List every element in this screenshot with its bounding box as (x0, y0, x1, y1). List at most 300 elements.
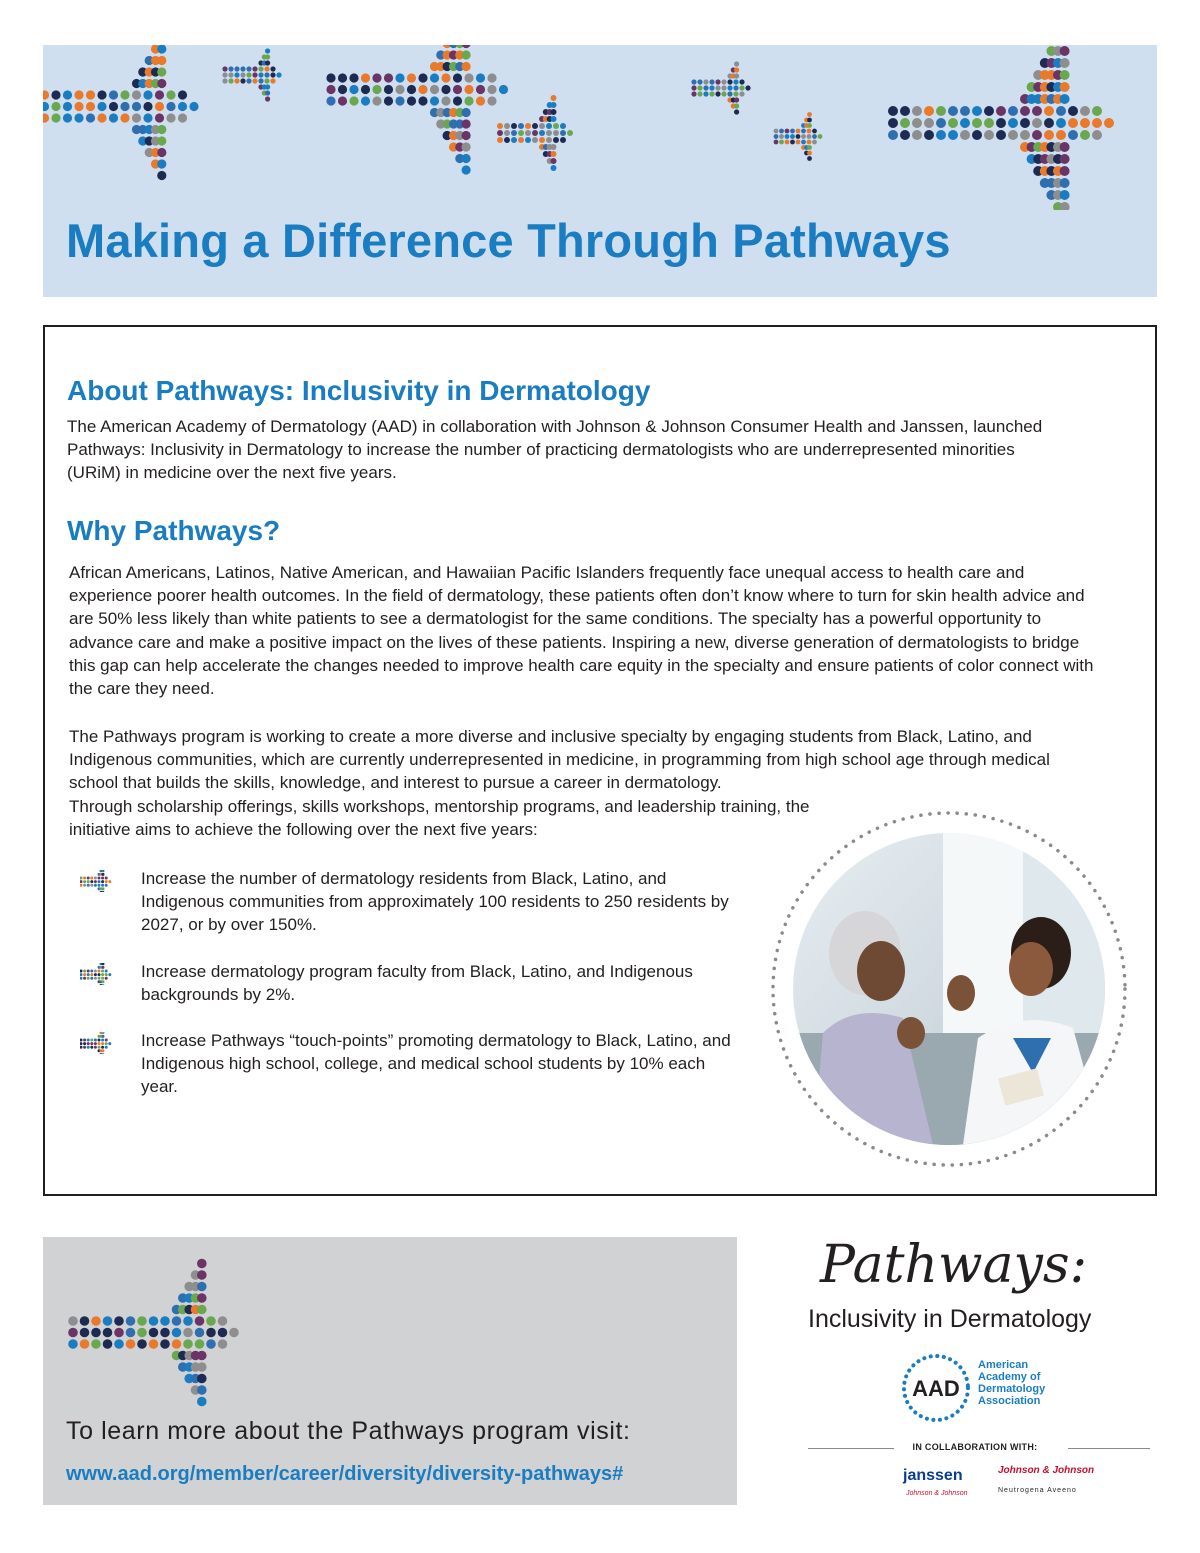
arrow-dot (1044, 106, 1054, 116)
arrow-dot (796, 134, 801, 139)
arrow-dot (546, 130, 552, 136)
arrow-dot (900, 118, 910, 128)
arrow-dot (349, 73, 358, 82)
arrow-dot (101, 976, 104, 979)
arrow-dot (195, 1316, 205, 1326)
arrow-dot (553, 137, 559, 143)
arrow-dot (91, 1339, 101, 1349)
arrow-dot (80, 877, 83, 880)
arrow-dot (114, 1316, 124, 1326)
arrow-dot (807, 123, 812, 128)
arrow-dot (94, 1042, 97, 1045)
arrow-dot (74, 113, 83, 122)
arrow-dot (1060, 70, 1070, 80)
arrow-dot (86, 102, 95, 111)
arrow-dot (90, 877, 93, 880)
arrow-dot (265, 54, 270, 59)
arrow-dot (912, 106, 922, 116)
arrow-dot (476, 85, 485, 94)
arrow-dot (87, 973, 90, 976)
arrow-dot (197, 1397, 207, 1407)
arrow-dot (94, 969, 97, 972)
arrow-dot (560, 123, 566, 129)
arrow-dot (1060, 166, 1070, 176)
arrow-dot (143, 102, 152, 111)
arrow-dot (546, 123, 552, 129)
arrow-dot (43, 102, 49, 111)
aad-name: American Academy of Dermatology Association (978, 1359, 1046, 1407)
arrow-dot (497, 123, 503, 129)
arrow-dot (785, 134, 790, 139)
arrow-dot (108, 973, 111, 976)
arrow-dot (94, 1046, 97, 1049)
arrow-dot (264, 78, 269, 83)
logo-tagline: Inclusivity in Dermatology (808, 1305, 1092, 1333)
why-heading: Why Pathways? (67, 515, 281, 546)
arrow-dot (172, 1316, 182, 1326)
arrow-dot (774, 140, 779, 145)
arrow-dot (183, 1328, 193, 1338)
arrow-dot (1060, 154, 1070, 164)
arrow-dot (745, 85, 750, 90)
arrow-dot (206, 1328, 216, 1338)
learn-more-text: To learn more about the Pathways program visit: (66, 1417, 631, 1445)
brand-block (800, 1225, 1160, 1525)
arrow-dot (984, 130, 994, 140)
arrow-dot (120, 90, 129, 99)
arrow-dot (270, 78, 275, 83)
arrow-dot (1044, 118, 1054, 128)
arrow-dot (68, 1339, 78, 1349)
arrow-dot (1008, 118, 1018, 128)
learn-more-panel (43, 1237, 737, 1505)
arrow-dot (105, 880, 108, 883)
arrow-dot (462, 62, 471, 71)
arrow-dot (407, 85, 416, 94)
arrow-dot (900, 130, 910, 140)
arrow-dot (94, 884, 97, 887)
arrow-dot (372, 85, 381, 94)
arrow-dot (87, 1039, 90, 1042)
arrow-dot (157, 171, 166, 180)
arrow-dot (691, 91, 696, 96)
pathways-link[interactable]: www.aad.org/member/career/diversity/diversity-pathways# (66, 1463, 624, 1485)
arrow-dot (888, 118, 898, 128)
arrow-dot (984, 118, 994, 128)
arrow-dot (103, 1316, 113, 1326)
arrow-dot (270, 72, 275, 77)
arrow-dot (101, 1042, 104, 1045)
arrow-dot (160, 1328, 170, 1338)
arrow-dot (1032, 130, 1042, 140)
arrow-dot (532, 137, 538, 143)
arrow-dot (361, 73, 370, 82)
arrow-dot (703, 79, 708, 84)
arrow-dot (87, 976, 90, 979)
arrow-dot (120, 113, 129, 122)
arrow-dot (721, 91, 726, 96)
arrow-dot (98, 884, 101, 887)
arrow-dot (539, 123, 545, 129)
arrow-dot (105, 1042, 108, 1045)
arrow-dot (441, 85, 450, 94)
arrow-dot (234, 66, 239, 71)
arrow-dot (206, 1316, 216, 1326)
arrow-dot (252, 72, 257, 77)
arrow-dot (228, 66, 233, 71)
arrow-dot (785, 140, 790, 145)
arrow-dot (270, 66, 275, 71)
arrow-dot (265, 60, 270, 65)
arrow-dot (222, 66, 227, 71)
arrow-dot (265, 90, 270, 95)
arrow-dot (1020, 118, 1030, 128)
arrow-dot (1080, 106, 1090, 116)
arrow-dot (155, 102, 164, 111)
arrow-dot (80, 969, 83, 972)
arrow-dot (189, 102, 198, 111)
arrow-dot (80, 1328, 90, 1338)
dotted-arrow-icon (80, 963, 124, 985)
arrow-dot (276, 72, 281, 77)
arrow-dot (349, 96, 358, 105)
arrow-dot (114, 1339, 124, 1349)
arrow-dot (697, 85, 702, 90)
arrow-dot (912, 130, 922, 140)
arrow-dot (361, 96, 370, 105)
arrow-dot (74, 102, 83, 111)
arrow-dot (1092, 106, 1102, 116)
arrow-dot (101, 884, 104, 887)
arrow-dot (1060, 94, 1070, 104)
arrow-dot (90, 1042, 93, 1045)
arrow-dot (246, 72, 251, 77)
arrow-dot (1068, 118, 1078, 128)
arrow-dot (1092, 130, 1102, 140)
janssen-logo: janssen (903, 1467, 963, 1484)
arrow-dot (551, 102, 557, 108)
arrow-dot (265, 96, 270, 101)
arrow-dot (948, 106, 958, 116)
arrow-dot (218, 1339, 228, 1349)
arrow-dot (924, 106, 934, 116)
dotted-arrow-icon (80, 870, 124, 892)
arrow-dot (114, 1328, 124, 1338)
arrow-dot (149, 1316, 159, 1326)
arrow-dot (197, 1293, 207, 1303)
arrow-dot (462, 165, 471, 174)
arrow-dot (1080, 130, 1090, 140)
arrow-dot (703, 91, 708, 96)
arrow-dot (372, 73, 381, 82)
arrow-dot (102, 984, 105, 985)
arrow-dot (464, 85, 473, 94)
arrow-dot (68, 1316, 78, 1326)
arrow-dot (372, 96, 381, 105)
arrow-dot (338, 85, 347, 94)
arrow-dot (1068, 106, 1078, 116)
janssen-sub: Johnson & Johnson (906, 1490, 968, 1497)
arrow-dot (126, 1339, 136, 1349)
arrow-dot (395, 73, 404, 82)
arrow-dot (197, 1259, 207, 1269)
arrow-dot (1020, 130, 1030, 140)
arrow-dot (418, 96, 427, 105)
arrow-dot (511, 137, 517, 143)
arrow-dot (102, 873, 105, 876)
arrow-dot (807, 140, 812, 145)
arrow-dot (108, 1042, 111, 1045)
arrow-dot (504, 130, 510, 136)
arrow-dot (525, 137, 531, 143)
arrow-dot (407, 73, 416, 82)
arrow-dot (462, 142, 471, 151)
arrow-dot (453, 73, 462, 82)
arrow-dot (68, 1328, 78, 1338)
arrow-dot (197, 1282, 207, 1292)
arrow-dot (551, 151, 557, 157)
arrow-dot (166, 90, 175, 99)
arrow-dot (518, 130, 524, 136)
arrow-dot (796, 129, 801, 134)
arrow-dot (265, 48, 270, 53)
pathways-script-logo: Pathways: (820, 1235, 1088, 1295)
arrow-dot (90, 973, 93, 976)
arrow-dot (715, 85, 720, 90)
arrow-dot (441, 73, 450, 82)
arrow-dot (1060, 190, 1070, 200)
arrow-dot (105, 969, 108, 972)
arrow-dot (80, 1042, 83, 1045)
arrow-dot (222, 72, 227, 77)
arrow-dot (960, 106, 970, 116)
arrow-dot (264, 72, 269, 77)
arrow-dot (553, 123, 559, 129)
arrow-dot (157, 125, 166, 134)
arrow-dot (539, 137, 545, 143)
arrow-dot (497, 130, 503, 136)
arrow-dot (551, 158, 557, 164)
arrow-dot (143, 113, 152, 122)
arrow-dot (83, 884, 86, 887)
arrow-dot (90, 884, 93, 887)
arrow-dot (734, 103, 739, 108)
arrow-dot (430, 73, 439, 82)
about-heading: About Pathways: Inclusivity in Dermatology (67, 375, 651, 406)
arrow-dot (206, 1339, 216, 1349)
arrow-dot (721, 79, 726, 84)
arrow-dot (948, 130, 958, 140)
arrow-dot (197, 1351, 207, 1361)
arrow-dot (80, 976, 83, 979)
arrow-dot (818, 134, 823, 139)
arrow-dot (63, 113, 72, 122)
arrow-dot (1060, 142, 1070, 152)
arrow-dot (157, 136, 166, 145)
arrow-dot (137, 1339, 147, 1349)
arrow-dot (87, 969, 90, 972)
arrow-dot (222, 78, 227, 83)
arrow-dot (197, 1385, 207, 1395)
arrow-dot (83, 1039, 86, 1042)
arrow-dot (691, 85, 696, 90)
arrow-dot (80, 880, 83, 883)
arrow-dot (91, 1316, 101, 1326)
arrow-dot (102, 887, 105, 890)
arrow-dot (83, 976, 86, 979)
aad-abbr: AAD (912, 1376, 960, 1401)
arrow-dot (709, 91, 714, 96)
arrow-dot (395, 85, 404, 94)
arrow-dot (807, 156, 812, 161)
arrow-dot (102, 966, 105, 969)
arrow-dot (137, 1328, 147, 1338)
arrow-dot (972, 106, 982, 116)
arrow-dot (733, 91, 738, 96)
arrow-dot (105, 884, 108, 887)
arrow-dot (462, 154, 471, 163)
arrow-dot (80, 884, 83, 887)
arrow-dot (796, 140, 801, 145)
arrow-dot (102, 980, 105, 983)
arrow-dot (80, 973, 83, 976)
arrow-dot (338, 96, 347, 105)
arrow-dot (1080, 118, 1090, 128)
arrow-dot (888, 106, 898, 116)
arrow-dot (157, 148, 166, 157)
arrow-dot (155, 113, 164, 122)
arrow-dot (160, 1316, 170, 1326)
arrow-dot (80, 1039, 83, 1042)
arrow-dot (733, 85, 738, 90)
arrow-dot (87, 877, 90, 880)
arrow-dot (395, 96, 404, 105)
arrow-dot (462, 108, 471, 117)
arrow-dot (462, 50, 471, 59)
arrow-dot (87, 1042, 90, 1045)
arrow-dot (790, 134, 795, 139)
why-paragraph-3: Through scholarship offerings, skills workshops, mentorship programs, and leadership training, the initiative aims to achieve the following over the next five years: (69, 797, 810, 840)
arrow-dot (453, 96, 462, 105)
goal-item (80, 867, 740, 937)
arrow-dot (105, 1039, 108, 1042)
arrow-dot (774, 129, 779, 134)
arrow-dot (551, 116, 557, 122)
arrow-dot (160, 1339, 170, 1349)
arrow-dot (149, 1339, 159, 1349)
arrow-dot (1056, 130, 1066, 140)
arrow-dot (43, 113, 49, 122)
arrow-dot (228, 72, 233, 77)
arrow-dot (384, 73, 393, 82)
arrow-dot (900, 106, 910, 116)
arrow-dot (464, 73, 473, 82)
arrow-dot (936, 106, 946, 116)
arrow-dot (1060, 178, 1070, 188)
goal-item (80, 960, 740, 1006)
arrow-dot (996, 106, 1006, 116)
arrow-dot (98, 969, 101, 972)
arrow-dot (94, 877, 97, 880)
arrow-dot (101, 969, 104, 972)
arrow-dot (98, 1039, 101, 1042)
arrow-dot (384, 85, 393, 94)
jnj-logo: Johnson & Johnson (998, 1465, 1095, 1476)
arrow-dot (734, 61, 739, 66)
arrow-dot (87, 880, 90, 883)
arrow-dot (476, 96, 485, 105)
about-paragraph: The American Academy of Dermatology (AAD) in collaboration with Johnson & Johnson Consumer Health and Janssen, launched Pathways: Inclusivity in Dermatology to increase the number of practicing dermatologists who are underrepresented minorities (URiM) in medicine over the next five years. (67, 417, 1043, 483)
arrow-dot (109, 90, 118, 99)
arrow-dot (551, 95, 557, 101)
arrow-dot (252, 78, 257, 83)
arrow-dot (98, 976, 101, 979)
arrow-dot (98, 973, 101, 976)
arrow-dot (246, 66, 251, 71)
arrow-dot (1020, 106, 1030, 116)
arrow-dot (790, 129, 795, 134)
arrow-dot (807, 129, 812, 134)
arrow-dot (774, 134, 779, 139)
arrow-dot (90, 1039, 93, 1042)
arrow-dot (197, 1374, 207, 1384)
arrow-dot (101, 1046, 104, 1049)
arrow-dot (258, 66, 263, 71)
aad-seal-logo (898, 1350, 974, 1426)
arrow-dot (553, 130, 559, 136)
arrow-dot (1008, 106, 1018, 116)
arrow-dot (972, 130, 982, 140)
arrow-dot (1068, 130, 1078, 140)
arrow-dot (721, 85, 726, 90)
arrow-dot (157, 79, 166, 88)
arrow-dot (240, 78, 245, 83)
arrow-dot (924, 118, 934, 128)
arrow-dot (801, 134, 806, 139)
arrow-dot (727, 79, 732, 84)
arrow-dot (157, 56, 166, 65)
arrow-dot (86, 90, 95, 99)
arrow-dot (83, 880, 86, 883)
arrow-dot (258, 78, 263, 83)
arrow-dot (1104, 118, 1114, 128)
arrow-dot (888, 130, 898, 140)
goals-list (80, 867, 740, 1099)
arrow-dot (94, 1039, 97, 1042)
arrow-dot (132, 90, 141, 99)
arrow-dot (218, 1316, 228, 1326)
arrow-dot (338, 73, 347, 82)
arrow-dot (936, 130, 946, 140)
arrow-dot (418, 73, 427, 82)
arrow-dot (109, 113, 118, 122)
arrow-dot (51, 113, 60, 122)
arrow-dot (98, 880, 101, 883)
arrow-dot (101, 880, 104, 883)
goal-text: Increase Pathways “touch-points” promoting dermatology to Black, Latino, and Indigenous high school, college, and medical school students by 10% each year. (141, 1031, 731, 1097)
arrow-dot (109, 102, 118, 111)
arrow-dot (567, 130, 573, 136)
arrow-dot (807, 134, 812, 139)
arrow-dot (94, 976, 97, 979)
arrow-dot (532, 130, 538, 136)
arrow-dot (924, 130, 934, 140)
arrow-dot (960, 118, 970, 128)
arrow-dot (779, 134, 784, 139)
arrow-dot (101, 877, 104, 880)
arrow-dot (430, 96, 439, 105)
arrow-dot (785, 129, 790, 134)
